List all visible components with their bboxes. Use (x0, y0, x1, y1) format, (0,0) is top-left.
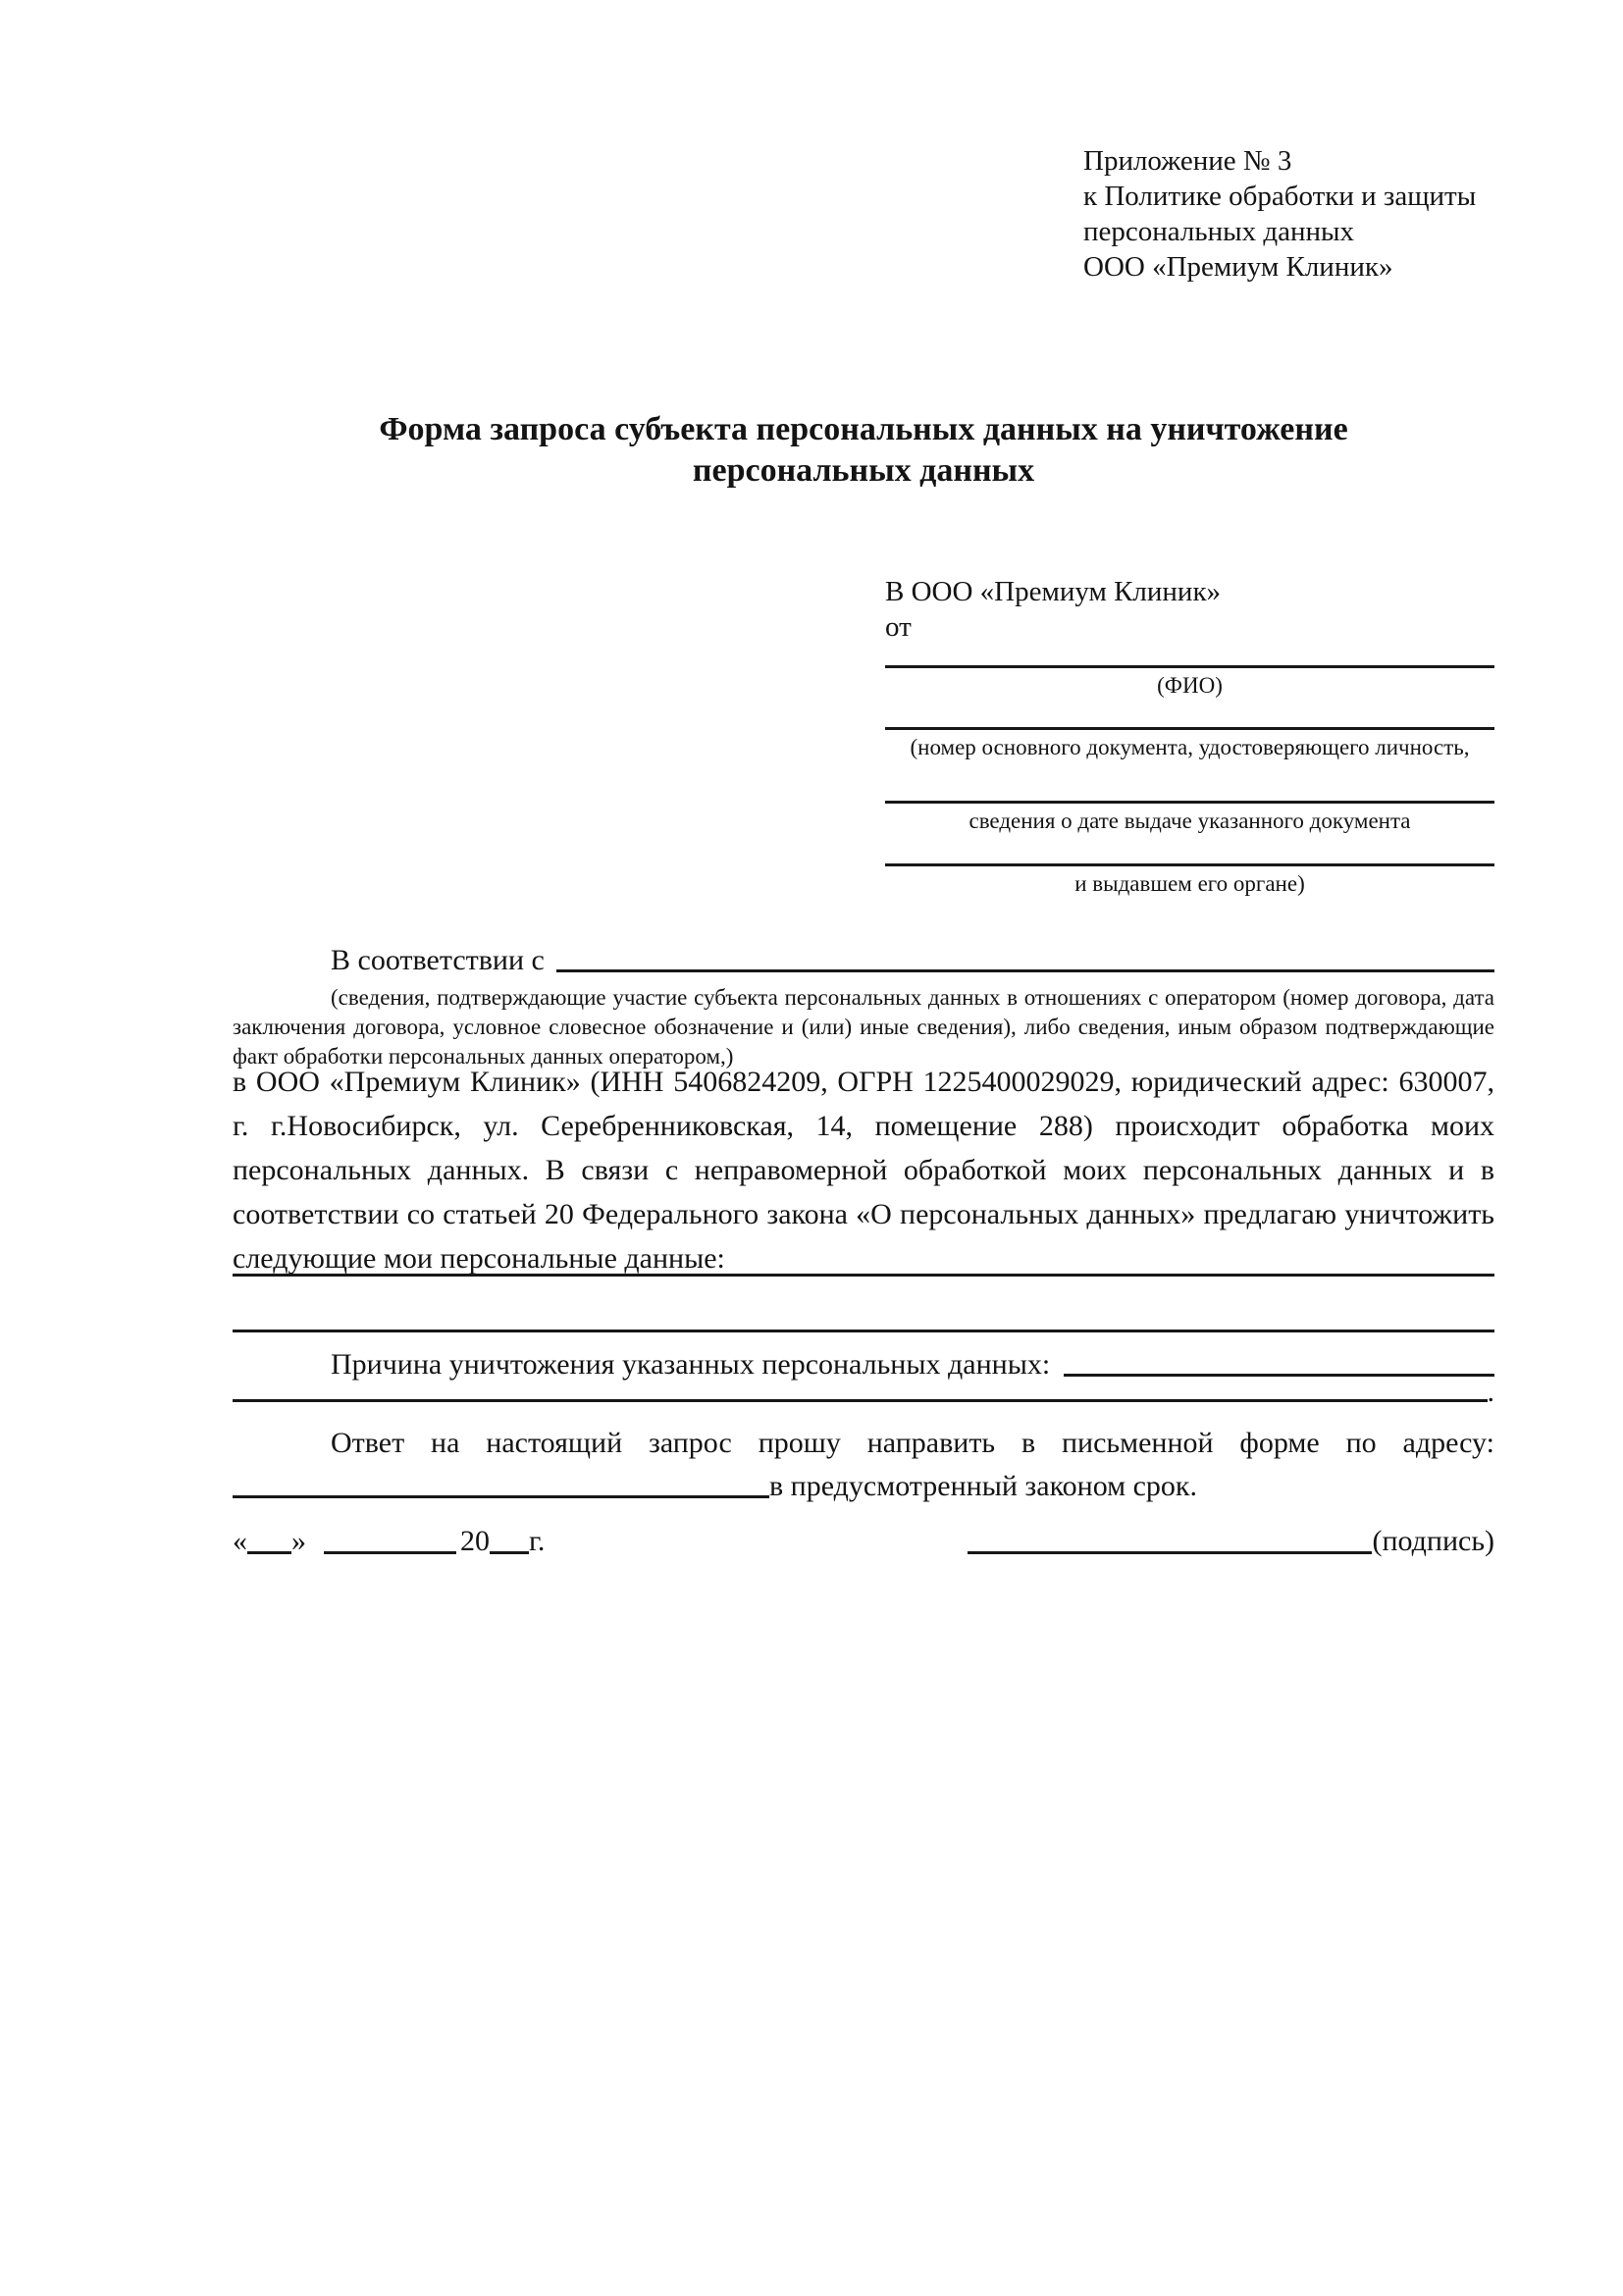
signature-area (968, 1523, 1494, 1560)
doc-number-blank-line (885, 727, 1494, 730)
accordance-prefix: В соответствии с (331, 944, 545, 976)
issue-date-blank-line (885, 801, 1494, 804)
response-suffix: в предусмотренный законом срок. (769, 1470, 1197, 1502)
appendix-note-line: Приложение № 3 (1083, 145, 1292, 177)
addressee-from-label: от (885, 611, 912, 643)
document-title (233, 409, 1494, 492)
appendix-note-line: ООО «Премиум Клиник» (1083, 251, 1393, 283)
appendix-note-line: персональных данных (1083, 216, 1355, 247)
addressee-block (885, 574, 1494, 897)
accordance-note: (сведения, подтверждающие участие субъекта персональных данных в отношениях с оператором (номер договора, дата заключения договора, условное словесное обозначение и (или) иные сведения), либо сведения, иным образом подтверждающие факт обработки персональных данных оператором,) (233, 985, 1494, 1069)
date-year-blank (490, 1551, 529, 1554)
date-year-prefix: 20 (460, 1525, 490, 1557)
personal-data-blank-line-1 (233, 1274, 1494, 1277)
reason-line-period: . (1487, 1376, 1494, 1408)
doc-number-caption: (номер основного документа, удостоверяющего личность, (910, 735, 1470, 759)
addressee-to-line: В ООО «Премиум Клиник» (885, 576, 1222, 607)
issuing-authority-blank-line (885, 863, 1494, 866)
accordance-blank-line (556, 969, 1494, 972)
address-blank-line (233, 1495, 769, 1498)
footer-row (233, 1523, 1494, 1560)
date-month-blank (324, 1551, 456, 1554)
signature-caption: (подпись) (1372, 1525, 1494, 1557)
appendix-note-line: к Политике обработки и защиты (1083, 181, 1477, 212)
signature-blank-line (968, 1551, 1372, 1554)
issuing-authority-caption: и выдавшем его органе) (1074, 871, 1305, 896)
date-line (233, 1523, 545, 1560)
fio-caption: (ФИО) (1157, 673, 1223, 698)
fio-blank-line (885, 665, 1494, 668)
date-day-blank (247, 1551, 291, 1554)
reason-label: Причина уничтожения указанных персональных данных: (331, 1348, 1051, 1381)
main-paragraph: в ООО «Премиум Клиник» (ИНН 5406824209, ОГРН 1225400029029, юридический адрес: 630007, г. г.Новосибирск, ул. Серебренниковская, 14, помещение 288) происходит обработка моих персональных данных. В связи с неправомерной обработкой моих персональных данных и в соответствии со статьей 20 Федерального закона «О персональных данных» предлагаю уничтожить следующие мои персональные данные: (233, 1066, 1494, 1275)
date-quote-close: » (291, 1525, 306, 1557)
date-quote-open: « (233, 1525, 247, 1557)
document-title-line1: Форма запроса субъекта персональных данных на уничтожение (379, 411, 1348, 447)
document-title-line2: персональных данных (692, 452, 1035, 489)
response-address-row (233, 1468, 1494, 1504)
appendix-note (1083, 143, 1476, 285)
reason-continuation-blank-line (233, 1399, 1488, 1402)
reason-continuation-row (233, 1374, 1494, 1410)
accordance-line (233, 942, 1494, 978)
issue-date-caption: сведения о дате выдаче указанного документа (969, 809, 1411, 833)
response-paragraph: Ответ на настоящий запрос прошу направить в письменной форме по адресу: (331, 1427, 1494, 1459)
personal-data-blank-line-2 (233, 1330, 1494, 1332)
date-year-suffix: г. (529, 1525, 546, 1557)
